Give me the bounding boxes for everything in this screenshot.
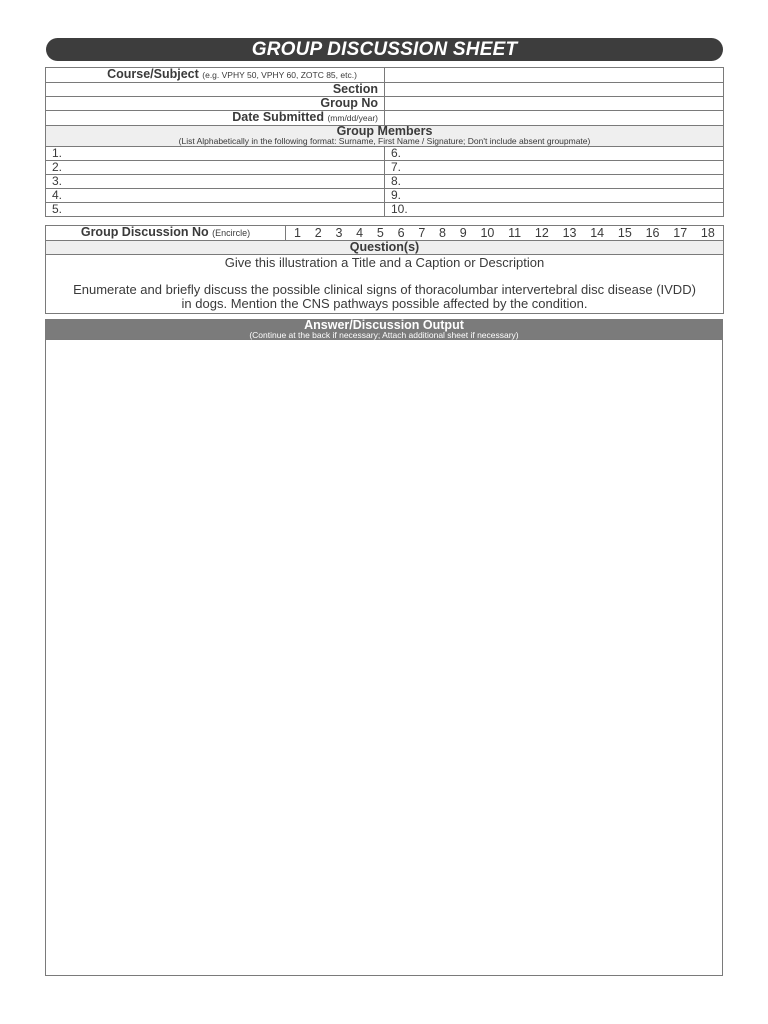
discussion-number[interactable]: 6: [397, 225, 405, 240]
date-label: [46, 111, 385, 126]
member-field-9[interactable]: 9.: [385, 189, 724, 203]
discussion-number[interactable]: 18: [700, 225, 715, 240]
discussion-number[interactable]: 11: [508, 225, 522, 240]
members-subtitle: (List Alphabetically in the following format: Surname, First Name / Signature; Don't include absent groupmate): [178, 136, 591, 146]
discussion-numbers-cell: [286, 226, 724, 241]
discussion-number[interactable]: 9: [459, 225, 467, 240]
member-field-4[interactable]: 4.: [46, 189, 385, 203]
questions-body-row: [46, 255, 724, 314]
info-table: [45, 67, 724, 217]
discussion-numbers: [292, 227, 717, 240]
members-header-row: [46, 126, 724, 147]
member-field-2[interactable]: 2.: [46, 161, 385, 175]
member-field-5[interactable]: 5.: [46, 203, 385, 217]
discussion-number[interactable]: 17: [673, 225, 688, 240]
member-field-3[interactable]: 3.: [46, 175, 385, 189]
discussion-number[interactable]: 16: [645, 225, 660, 240]
answer-area[interactable]: [46, 340, 722, 975]
discussion-number[interactable]: 3: [335, 225, 343, 240]
section-field[interactable]: [385, 83, 724, 97]
discussion-no-hint: (Encircle): [212, 228, 251, 238]
member-row: [46, 189, 724, 203]
member-field-6[interactable]: 6.: [385, 147, 724, 161]
discussion-number[interactable]: 13: [562, 225, 577, 240]
discussion-number[interactable]: 4: [356, 225, 364, 240]
discussion-number[interactable]: 15: [617, 225, 632, 240]
member-row: [46, 161, 724, 175]
questions-heading: Question(s): [46, 241, 724, 255]
discussion-number[interactable]: 12: [534, 225, 549, 240]
discussion-no-label: [46, 226, 286, 241]
member-row: [46, 147, 724, 161]
course-label: [46, 68, 385, 83]
discussion-table: [45, 225, 724, 314]
sheet-title: GROUP DISCUSSION SHEET: [46, 38, 723, 61]
questions-header-row: [46, 241, 724, 255]
discussion-number[interactable]: 14: [590, 225, 605, 240]
question-2-line-1: Enumerate and briefly discuss the possible clinical signs of thoracolumbar intervertebral disc disease (IVDD): [73, 282, 696, 297]
discussion-no-text: Group Discussion No: [80, 225, 209, 239]
answer-subtitle: (Continue at the back if necessary; Attach additional sheet if necessary): [249, 330, 519, 340]
discussion-number[interactable]: 5: [376, 225, 384, 240]
discussion-number[interactable]: 10: [480, 225, 495, 240]
course-field[interactable]: [385, 68, 724, 83]
questions-body: [46, 255, 724, 314]
discussion-number[interactable]: 7: [418, 225, 426, 240]
answer-title: Answer/Discussion Output: [304, 318, 464, 332]
course-label-text: Course/Subject: [107, 67, 199, 81]
date-hint: (mm/dd/year): [327, 113, 378, 123]
answer-box: [45, 319, 723, 976]
discussion-number[interactable]: 8: [439, 225, 446, 240]
members-header: [46, 126, 724, 147]
member-field-10[interactable]: 10.: [385, 203, 724, 217]
members-title: Group Members: [336, 125, 433, 138]
section-label: Section: [46, 83, 385, 97]
discussion-no-row: [46, 226, 724, 241]
member-row: [46, 175, 724, 189]
member-field-8[interactable]: 8.: [385, 175, 724, 189]
group-no-row: [46, 97, 724, 111]
answer-header: [46, 320, 722, 340]
discussion-number[interactable]: 2: [314, 225, 322, 240]
course-hint: (e.g. VPHY 50, VPHY 60, ZOTC 85, etc.): [202, 70, 357, 80]
member-field-1[interactable]: 1.: [46, 147, 385, 161]
course-row: [46, 68, 724, 83]
date-label-text: Date Submitted: [232, 110, 324, 124]
question-1: Give this illustration a Title and a Caption or Description: [224, 255, 545, 270]
discussion-number[interactable]: 1: [294, 225, 301, 240]
date-row: [46, 111, 724, 126]
group-no-label: Group No: [46, 97, 385, 111]
question-2-line-2: in dogs. Mention the CNS pathways possible affected by the condition.: [181, 296, 588, 311]
date-field[interactable]: [385, 111, 724, 126]
group-no-field[interactable]: [385, 97, 724, 111]
member-row: [46, 203, 724, 217]
section-row: [46, 83, 724, 97]
member-field-7[interactable]: 7.: [385, 161, 724, 175]
